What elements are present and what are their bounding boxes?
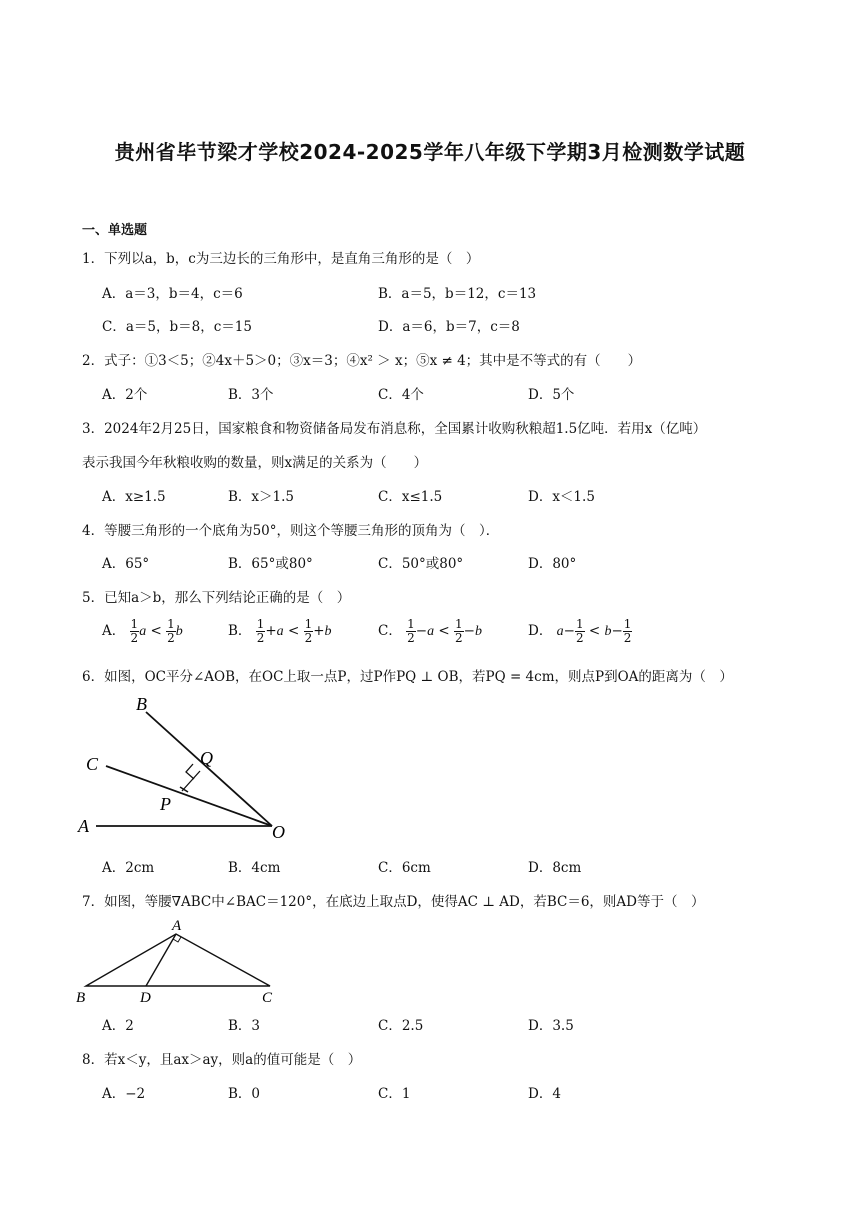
q6-option-c: C．6cm bbox=[378, 860, 431, 876]
q2-option-c: C．4个 bbox=[378, 387, 424, 403]
label-q: Q bbox=[200, 748, 213, 768]
q7-option-d: D．3.5 bbox=[528, 1018, 574, 1034]
angle-bisector-figure bbox=[76, 690, 306, 850]
q2-option-d: D．5个 bbox=[528, 387, 575, 403]
fraction-half: $\frac{1}{2}$ bbox=[623, 617, 632, 645]
q4-option-c: C．50°或80° bbox=[378, 556, 464, 572]
label-d: D bbox=[140, 990, 151, 1006]
label-c: C bbox=[262, 990, 273, 1006]
fraction-half: $\frac{1}{2}$ bbox=[167, 617, 175, 645]
q6-option-b: B．4cm bbox=[228, 860, 281, 876]
q1-option-b: B．a＝5，b＝12，c＝13 bbox=[378, 286, 537, 302]
q5-option-c-letter: C． bbox=[378, 623, 402, 639]
label-p: P bbox=[160, 794, 171, 814]
q3-option-a: A．x≥1.5 bbox=[102, 489, 166, 505]
question-8-stem: 8．若x＜y，且ax＞ay，则a的值可能是（ ） bbox=[82, 1052, 362, 1068]
fraction-half: $\frac{1}{2}$ bbox=[256, 617, 265, 645]
fraction-half: $\frac{1}{2}$ bbox=[575, 617, 584, 645]
q5-option-d-letter: D． bbox=[528, 623, 553, 639]
q5-option-b: B． $\frac{1}{2}$ +a < $\frac{1}{2}$ +b bbox=[228, 617, 332, 645]
label-b: B bbox=[136, 694, 147, 714]
question-6-stem: 6．如图，OC平分∠AOB，在OC上取一点P，过P作PQ ⊥ OB，若PQ = 4cm，则点P到OA的距离为（ ） bbox=[82, 669, 733, 685]
q4-option-d: D．80° bbox=[528, 556, 577, 572]
q3-option-b: B．x＞1.5 bbox=[228, 489, 295, 505]
fraction-half: $\frac{1}{2}$ bbox=[455, 617, 463, 645]
q4-option-a: A．65° bbox=[102, 556, 150, 572]
q5-option-c: C． $\frac{1}{2}$ −a < $\frac{1}{2}$ −b bbox=[378, 617, 482, 645]
q2-option-a: A．2个 bbox=[102, 387, 148, 403]
q1-option-d: D．a＝6，b＝7，c＝8 bbox=[378, 319, 520, 335]
fraction-half: $\frac{1}{2}$ bbox=[130, 617, 139, 645]
q3-option-c: C．x≤1.5 bbox=[378, 489, 443, 505]
label-a: A bbox=[78, 816, 89, 836]
q8-option-d: D．4 bbox=[528, 1086, 561, 1102]
q8-option-b: B．0 bbox=[228, 1086, 261, 1102]
q4-option-b: B．65°或80° bbox=[228, 556, 313, 572]
q5-option-b-letter: B． bbox=[228, 623, 252, 639]
label-b: B bbox=[76, 990, 86, 1006]
question-2-stem: 2．式子：①3＜5；②4x＋5＞0；③x＝3；④x² ＞ x；⑤x ≠ 4；其中是不等式的有（ ） bbox=[82, 353, 642, 369]
question-7-stem: 7．如图，等腰∇ABC中∠BAC＝120°，在底边上取点D，使得AC ⊥ AD，若BC＝6，则AD等于（ ） bbox=[82, 894, 705, 910]
q5-option-d: D． a− $\frac{1}{2}$ < b− $\frac{1}{2}$ bbox=[528, 617, 632, 645]
q5-option-a: A． $\frac{1}{2}$ a < $\frac{1}{2}$ b bbox=[102, 617, 183, 645]
q6-option-d: D．8cm bbox=[528, 860, 582, 876]
label-o: O bbox=[272, 822, 285, 842]
question-4-stem: 4．等腰三角形的一个底角为50°，则这个等腰三角形的顶角为（ ）． bbox=[82, 523, 500, 539]
q1-option-c: C．a＝5，b＝8，c＝15 bbox=[102, 319, 252, 335]
q7-option-c: C．2.5 bbox=[378, 1018, 424, 1034]
q3-option-d: D．x＜1.5 bbox=[528, 489, 595, 505]
q5-option-a-letter: A． bbox=[102, 623, 126, 639]
q2-option-b: B．3个 bbox=[228, 387, 274, 403]
section-heading: 一、单选题 bbox=[82, 223, 148, 238]
label-c: C bbox=[86, 754, 99, 774]
q6-option-a: A．2cm bbox=[102, 860, 155, 876]
fraction-half: $\frac{1}{2}$ bbox=[304, 617, 313, 645]
page-title: 贵州省毕节梁才学校2024-2025学年八年级下学期3月检测数学试题 bbox=[114, 140, 746, 164]
question-3-stem-line2: 表示我国今年秋粮收购的数量，则x满足的关系为（ ） bbox=[82, 455, 428, 471]
isosceles-triangle-figure bbox=[72, 914, 292, 1006]
q8-option-c: C．1 bbox=[378, 1086, 411, 1102]
question-3-stem-line1: 3．2024年2月25日，国家粮食和物资储备局发布消息称，全国累计收购秋粮超1.5亿吨．若用x（亿吨） bbox=[82, 421, 707, 437]
question-5-stem: 5．已知a＞b，那么下列结论正确的是（ ） bbox=[82, 590, 351, 606]
question-1-stem: 1．下列以a，b，c为三边长的三角形中，是直角三角形的是（ ） bbox=[82, 251, 480, 267]
q1-option-a: A．a＝3，b＝4，c＝6 bbox=[102, 286, 243, 302]
fraction-half: $\frac{1}{2}$ bbox=[407, 617, 415, 645]
label-a: A bbox=[172, 918, 182, 934]
q7-option-a: A．2 bbox=[102, 1018, 134, 1034]
q7-option-b: B．3 bbox=[228, 1018, 261, 1034]
q8-option-a: A．−2 bbox=[102, 1086, 146, 1102]
